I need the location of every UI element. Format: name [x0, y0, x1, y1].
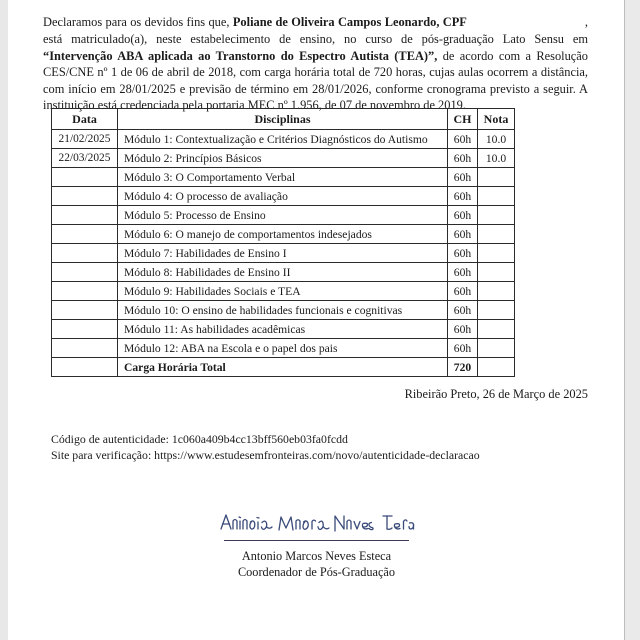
course-schedule-table	[51, 108, 515, 377]
authenticity-block	[51, 431, 480, 463]
table-row	[52, 168, 515, 187]
cell-nota	[478, 301, 515, 320]
total-label: Carga Horária Total	[118, 358, 448, 377]
cell-data	[52, 339, 118, 358]
cell-disciplina: Módulo 4: O processo de avaliação	[118, 187, 448, 206]
cell-data	[52, 244, 118, 263]
cell-data	[52, 282, 118, 301]
cell-disciplina: Módulo 2: Princípios Básicos	[118, 149, 448, 168]
header-ch: CH	[448, 109, 478, 130]
cell-disciplina: Módulo 10: O ensino de habilidades funcionais e cognitivas	[118, 301, 448, 320]
header-disciplinas: Disciplinas	[118, 109, 448, 130]
cell-nota	[478, 168, 515, 187]
cell-nota	[478, 282, 515, 301]
cell-data	[52, 263, 118, 282]
verification-site-line: Site para verificação: https://www.estudesemfronteiras.com/novo/autenticidade-declaracao	[51, 448, 480, 462]
cell-ch: 60h	[448, 339, 478, 358]
table-row	[52, 301, 515, 320]
cell-data: 21/02/2025	[52, 130, 118, 149]
cell-ch: 60h	[448, 263, 478, 282]
signatory-role: Coordenador de Pós-Graduação	[237, 565, 396, 579]
cell-disciplina: Módulo 1: Contextualização e Critérios Diagnósticos do Autismo	[118, 130, 448, 149]
cell-ch: 60h	[448, 244, 478, 263]
cell-disciplina: Módulo 12: ABA na Escola e o papel dos pais	[118, 339, 448, 358]
table-row	[52, 263, 515, 282]
intro-text-part3: de acordo com a Resolução CES/CNE nº 1 de 06 de abril de 2018, com carga horária total de 720 horas, cujas aulas ocorrem a distância, com início em 28/01/2025 e previsão de término em 28/01/2026, conforme cronograma previsto a seguir. A instituição está credenciada pela portaria MEC nº 1.956, de 07 de novembro de 2019.	[43, 48, 588, 113]
cell-data	[52, 168, 118, 187]
cell-ch: 60h	[448, 206, 478, 225]
cell-ch: 60h	[448, 149, 478, 168]
intro-text-part1: Declaramos para os devidos fins que,	[43, 15, 233, 30]
total-ch: 720	[448, 358, 478, 377]
cell-data	[52, 206, 118, 225]
cell-ch: 60h	[448, 282, 478, 301]
cell-nota	[478, 225, 515, 244]
cell-disciplina: Módulo 9: Habilidades Sociais e TEA	[118, 282, 448, 301]
cell-nota	[478, 187, 515, 206]
table-row	[52, 206, 515, 225]
authenticity-code-line: Código de autenticidade: 1c060a409b4cc13bff560eb03fa0fcdd	[51, 432, 348, 446]
city-date-line: Ribeirão Preto, 26 de Março de 2025	[404, 387, 588, 401]
cell-disciplina: Módulo 3: O Comportamento Verbal	[118, 168, 448, 187]
header-nota: Nota	[478, 109, 515, 130]
cell-data	[52, 358, 118, 377]
cell-ch: 60h	[448, 168, 478, 187]
table-row	[52, 187, 515, 206]
intro-text-part2: , está matriculado(a), neste estabelecimento de ensino, no curso de pós-graduação Lato Sensu em	[43, 15, 588, 46]
cell-ch: 60h	[448, 301, 478, 320]
cell-ch: 60h	[448, 320, 478, 339]
cell-nota: 10.0	[478, 130, 515, 149]
cell-nota	[478, 320, 515, 339]
cell-data	[52, 320, 118, 339]
signatory-name: Antonio Marcos Neves Esteca	[241, 549, 392, 563]
total-nota	[478, 358, 515, 377]
cell-nota	[478, 339, 515, 358]
cell-nota: 10.0	[478, 149, 515, 168]
table-total-row	[52, 358, 515, 377]
header-data: Data	[52, 109, 118, 130]
cell-ch: 60h	[448, 225, 478, 244]
signature-block	[8, 505, 625, 580]
cell-data	[52, 225, 118, 244]
handwritten-signature-icon	[217, 505, 417, 539]
table-row	[52, 339, 515, 358]
cell-ch: 60h	[448, 187, 478, 206]
cell-data	[52, 301, 118, 320]
table-header-row	[52, 109, 515, 130]
table-row	[52, 320, 515, 339]
cell-nota	[478, 244, 515, 263]
course-name: “Intervenção ABA aplicada ao Transtorno do Espectro Autista (TEA)”,	[43, 48, 438, 63]
cell-disciplina: Módulo 8: Habilidades de Ensino II	[118, 263, 448, 282]
table-row	[52, 130, 515, 149]
table-row	[52, 244, 515, 263]
table-row	[52, 149, 515, 168]
signature-rule	[224, 540, 409, 541]
cell-nota	[478, 206, 515, 225]
cell-nota	[478, 263, 515, 282]
cell-data: 22/03/2025	[52, 149, 118, 168]
table-row	[52, 225, 515, 244]
cell-ch: 60h	[448, 130, 478, 149]
cell-disciplina: Módulo 7: Habilidades de Ensino I	[118, 244, 448, 263]
declaration-paragraph	[43, 14, 588, 114]
cell-disciplina: Módulo 6: O manejo de comportamentos indesejados	[118, 225, 448, 244]
document-sheet	[8, 0, 625, 640]
cell-data	[52, 187, 118, 206]
student-name: Poliane de Oliveira Campos Leonardo, CPF	[232, 15, 467, 30]
cell-disciplina: Módulo 5: Processo de Ensino	[118, 206, 448, 225]
table-row	[52, 282, 515, 301]
cell-disciplina: Módulo 11: As habilidades acadêmicas	[118, 320, 448, 339]
